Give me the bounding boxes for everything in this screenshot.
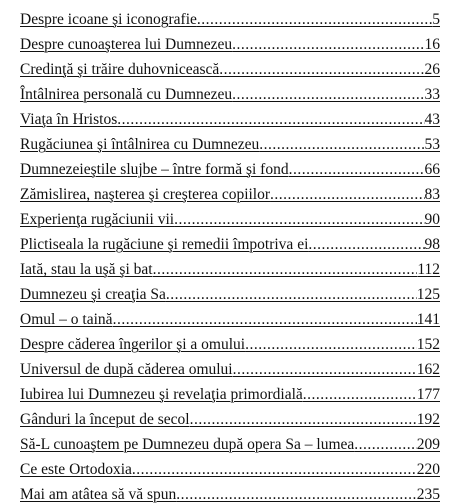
toc-dot-leader	[176, 486, 417, 504]
toc-dot-leader	[190, 411, 417, 429]
toc-entry-page: 192	[416, 411, 440, 428]
toc-dot-leader	[245, 336, 417, 354]
toc-entry[interactable]	[20, 479, 440, 504]
toc-entry-page: 66	[424, 161, 440, 178]
toc-entry-title: Omul – o taină	[20, 311, 113, 328]
toc-entry-title: Mai am atâtea să vă spun	[20, 486, 177, 503]
toc-entry-title: Zămislirea, naşterea şi creşterea copiilor	[20, 186, 271, 203]
toc-entry-page: 177	[416, 386, 440, 403]
toc-dot-leader	[308, 236, 424, 254]
toc-entry-title: Să-L cunoaştem pe Dumnezeu după opera Sa – lumea	[20, 436, 355, 453]
toc-entry-title: Gânduri la început de secol	[20, 411, 190, 428]
toc-dot-leader	[174, 211, 424, 229]
toc-dot-leader	[117, 111, 424, 129]
toc-entry[interactable]	[20, 279, 440, 304]
toc-entry[interactable]	[20, 54, 440, 79]
toc-entry-title: Credinţă şi trăire duhovnicească	[20, 61, 220, 78]
toc-entry[interactable]	[20, 4, 440, 29]
toc-dot-leader	[289, 161, 425, 179]
toc-entry[interactable]	[20, 229, 440, 254]
toc-entry-title: Despre cunoaşterea lui Dumnezeu	[20, 36, 233, 53]
toc-entry[interactable]	[20, 404, 440, 429]
toc-dot-leader	[303, 386, 417, 404]
toc-entry-title: Iubirea lui Dumnezeu şi revelaţia primordială	[20, 386, 303, 403]
toc-entry-title: Viaţa în Hristos	[20, 111, 118, 128]
toc-dot-leader	[219, 61, 424, 79]
toc-dot-leader	[232, 36, 424, 54]
toc-entry[interactable]	[20, 154, 440, 179]
toc-entry-page: 43	[424, 111, 440, 128]
toc-entry-title: Întâlnirea personală cu Dumnezeu	[20, 86, 233, 103]
toc-entry[interactable]	[20, 354, 440, 379]
toc-entry-page: 112	[417, 261, 440, 278]
toc-dot-leader	[233, 361, 417, 379]
toc-entry-page: 5	[432, 11, 440, 28]
toc-entry[interactable]	[20, 454, 440, 479]
toc-entry-page: 220	[416, 461, 440, 478]
toc-entry-page: 141	[416, 311, 440, 328]
toc-entry-title: Iată, stau la uşă şi bat	[20, 261, 153, 278]
toc-dot-leader	[166, 286, 417, 304]
toc-entry-title: Rugăciunea şi întâlnirea cu Dumnezeu	[20, 136, 260, 153]
toc-entry-title: Dumnezeu şi creaţia Sa	[20, 286, 166, 303]
toc-entry[interactable]	[20, 129, 440, 154]
toc-entry[interactable]	[20, 379, 440, 404]
toc-entry-page: 26	[424, 61, 440, 78]
toc-dot-leader	[197, 11, 432, 29]
toc-dot-leader	[113, 311, 417, 329]
toc-entry[interactable]	[20, 79, 440, 104]
toc-entry[interactable]	[20, 329, 440, 354]
toc-entry[interactable]	[20, 179, 440, 204]
toc-dot-leader	[232, 86, 424, 104]
toc-entry[interactable]	[20, 29, 440, 54]
toc-entry[interactable]	[20, 204, 440, 229]
toc-entry-title: Experienţa rugăciunii vii	[20, 211, 175, 228]
toc-dot-leader	[153, 261, 418, 279]
toc-entry-page: 53	[424, 136, 440, 153]
toc-dot-leader	[270, 186, 424, 204]
toc-entry-page: 83	[424, 186, 440, 203]
toc-entry-page: 125	[416, 286, 440, 303]
toc-entry-title: Ce este Ortodoxia	[20, 461, 132, 478]
toc-entry[interactable]	[20, 304, 440, 329]
toc-entry-title: Dumnezeieştile slujbe – între formă şi fond	[20, 161, 289, 178]
toc-entry-page: 90	[424, 211, 440, 228]
table-of-contents	[20, 4, 440, 504]
toc-entry-page: 162	[416, 361, 440, 378]
toc-entry-page: 16	[424, 36, 440, 53]
toc-entry-page: 98	[424, 236, 440, 253]
toc-dot-leader	[259, 136, 424, 154]
toc-entry[interactable]	[20, 429, 440, 454]
toc-dot-leader	[132, 461, 417, 479]
toc-entry-title: Universul de după căderea omului	[20, 361, 233, 378]
toc-dot-leader	[354, 436, 416, 454]
toc-entry-page: 235	[416, 486, 440, 503]
toc-entry-page: 209	[416, 436, 440, 453]
toc-entry-page: 33	[424, 86, 440, 103]
toc-entry[interactable]	[20, 104, 440, 129]
toc-entry[interactable]	[20, 254, 440, 279]
toc-entry-title: Despre căderea îngerilor şi a omului	[20, 336, 246, 353]
toc-entry-page: 152	[416, 336, 440, 353]
toc-entry-title: Despre icoane şi iconografie	[20, 11, 197, 28]
toc-entry-title: Plictiseala la rugăciune şi remedii împotriva ei	[20, 236, 309, 253]
